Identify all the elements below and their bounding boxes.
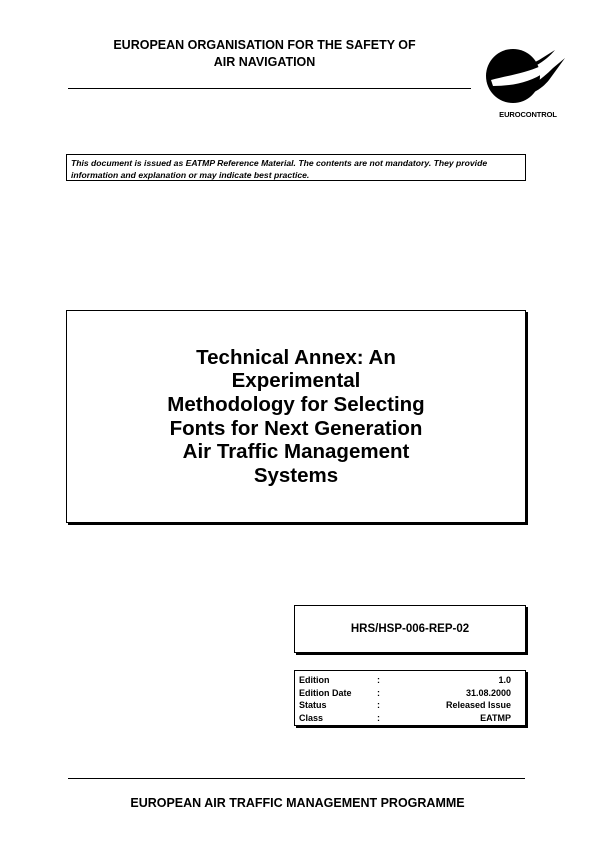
metadata-value: EATMP	[480, 712, 511, 723]
metadata-separator: :	[377, 712, 380, 723]
metadata-value: 31.08.2000	[465, 687, 511, 698]
metadata-separator: :	[377, 687, 380, 698]
footer-rule	[68, 778, 525, 779]
document-reference-box	[294, 605, 526, 653]
metadata-row-edition-date	[299, 687, 511, 700]
logo-caption: EUROCONTROL	[499, 110, 557, 119]
metadata-box	[294, 670, 526, 726]
organisation-name-line2: AIR NAVIGATION	[213, 55, 316, 69]
metadata-value: 1.0	[498, 675, 511, 685]
metadata-separator: :	[377, 675, 380, 685]
title-line: Air Traffic Management	[182, 440, 410, 464]
metadata-separator: :	[377, 700, 380, 710]
organisation-name-line1: EUROPEAN ORGANISATION FOR THE SAFETY OF	[113, 38, 416, 52]
metadata-label: Edition	[299, 675, 330, 685]
notice-box: This document is issued as EATMP Reference Material. The contents are not mandatory. They provide information and explanation or may indicate best practice.	[66, 154, 526, 181]
document-reference: HRS/HSP-006-REP-02	[350, 623, 470, 635]
title-line: Methodology for Selecting	[167, 392, 425, 416]
title-box	[66, 310, 526, 523]
eurocontrol-logo-icon	[483, 36, 573, 120]
metadata-value: Released Issue	[445, 700, 511, 710]
organisation-name	[62, 37, 467, 71]
title-line: Fonts for Next Generation	[169, 416, 423, 440]
header-rule	[68, 88, 471, 89]
programme-name: EUROPEAN AIR TRAFFIC MANAGEMENT PROGRAMME	[130, 796, 465, 810]
metadata-label: Status	[299, 700, 327, 710]
metadata-row-status	[299, 699, 511, 712]
metadata-row-edition	[299, 674, 511, 687]
title-line: Experimental	[231, 369, 361, 393]
title-line: Technical Annex: An	[196, 345, 396, 369]
title-line: Systems	[253, 463, 339, 487]
metadata-label: Edition Date	[299, 687, 352, 698]
metadata-row-class	[299, 712, 511, 725]
document-title	[146, 346, 446, 488]
metadata-label: Class	[299, 712, 324, 723]
